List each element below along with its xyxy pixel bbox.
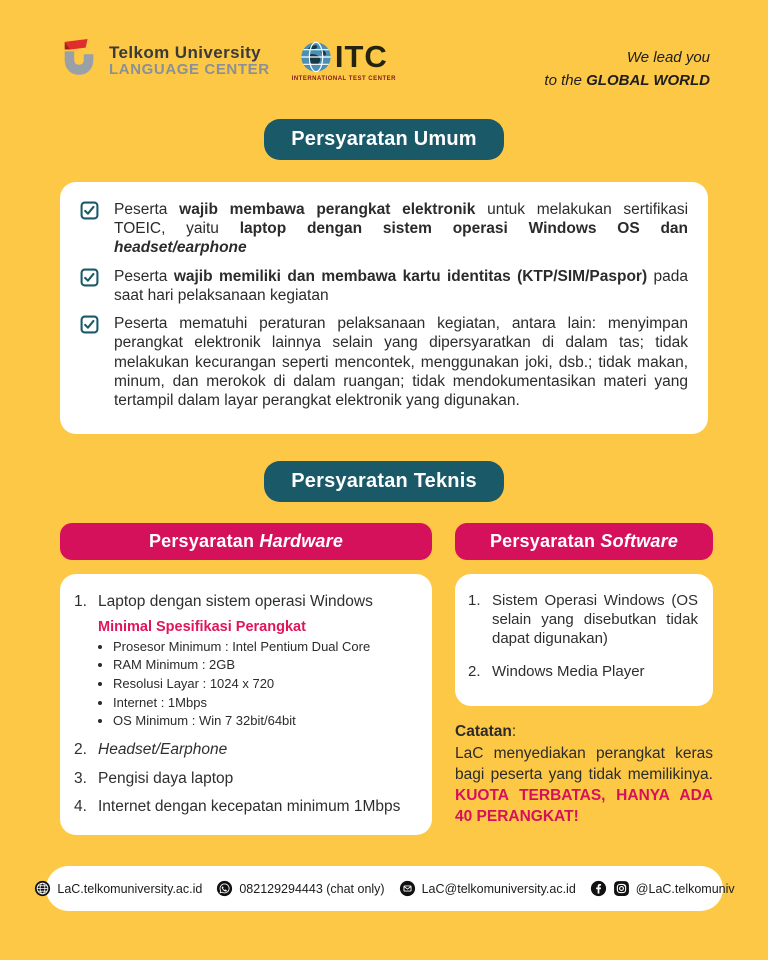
hardware-item-3 <box>74 769 416 789</box>
tagline-line1: We lead you <box>626 49 710 66</box>
telkom-logo-text <box>109 38 270 79</box>
spec-heading: Minimal Spesifikasi Perangkat <box>98 618 306 635</box>
list-number: 2. <box>74 740 87 758</box>
text-segment: untuk melakukan sertifikasi TOEIC, yaitu <box>114 201 689 238</box>
software-column <box>455 523 713 835</box>
logo-row <box>58 38 396 82</box>
software-item-1 <box>468 591 698 649</box>
text-segment: wajib memiliki dan membawa kartu identitas (KTP/SIM/Paspor) <box>173 267 648 285</box>
checkbox-checked-icon <box>80 267 99 305</box>
technical-columns <box>0 523 768 835</box>
footer-email <box>399 880 576 897</box>
spec-item: • Resolusi Layar : 1024 x 720 <box>113 675 416 694</box>
software-banner <box>455 523 713 560</box>
footer-phone-text: 082129294443 (chat only) <box>239 881 385 896</box>
checkbox-checked-icon <box>80 200 99 258</box>
hardware-item-2 <box>74 740 416 760</box>
text-segment: laptop dengan sistem operasi Windows OS dan <box>239 220 688 238</box>
text-segment: Peserta <box>114 201 180 218</box>
telkom-subtitle: LANGUAGE CENTER <box>109 61 270 79</box>
tagline-line2 <box>544 70 710 93</box>
hardware-spec-block <box>98 619 416 731</box>
list-number: 2. <box>468 662 481 680</box>
spec-item: • Prosesor Minimum : Intel Pentium Dual Core <box>113 638 416 657</box>
tagline <box>544 38 710 92</box>
checklist-item-text <box>114 200 688 258</box>
text-segment: headset/earphone <box>114 239 247 257</box>
hardware-column <box>60 523 432 835</box>
hardware-item-1 <box>74 592 416 612</box>
hardware-item-1-text: Laptop dengan sistem operasi Windows <box>98 593 373 610</box>
footer-website <box>34 880 202 897</box>
telkom-title: Telkom University <box>109 43 261 62</box>
facebook-icon <box>590 880 607 897</box>
list-number: 3. <box>74 769 87 787</box>
hardware-item-4 <box>74 797 416 817</box>
software-item-1-text: Sistem Operasi Windows (OS selain yang disebutkan tidak dapat digunakan) <box>492 592 698 648</box>
tagline-line2-bold: GLOBAL WORLD <box>586 71 710 89</box>
note-heading-colon: : <box>511 723 517 740</box>
hardware-item-4-text: Internet dengan kecepatan minimum 1Mbps <box>98 798 401 816</box>
footer-social-text: @LaC.telkomuniv <box>635 881 735 896</box>
itc-caption: INTERNATIONAL TEST CENTER <box>291 76 396 82</box>
checklist-item <box>80 267 688 305</box>
general-requirements-card <box>60 182 708 434</box>
footer-phone <box>216 880 384 897</box>
hardware-item-2-text: Headset/Earphone <box>98 740 228 758</box>
hardware-banner-normal: Persyaratan <box>148 531 255 551</box>
spec-item: • RAM Minimum : 2GB <box>113 656 416 675</box>
software-item-2-text: Windows Media Player <box>492 662 645 680</box>
text-segment: Peserta <box>114 267 174 285</box>
itc-acronym: ITC <box>334 39 388 75</box>
tagline-line2-normal: to the <box>544 71 582 89</box>
header <box>0 0 768 92</box>
globe-icon <box>34 880 51 897</box>
telkom-university-logo <box>58 38 270 82</box>
text-segment: pada saat hari pelaksanaan kegiatan <box>114 267 688 304</box>
software-card <box>455 574 713 706</box>
note-heading: Catatan <box>455 723 512 740</box>
list-number: 4. <box>74 798 87 816</box>
footer-email-text: LaC@telkomuniversity.ac.id <box>421 881 576 896</box>
hardware-banner-italic: Hardware <box>259 531 344 551</box>
email-icon <box>399 880 416 897</box>
software-banner-normal: Persyaratan <box>489 531 596 551</box>
spec-item: • Internet : 1Mbps <box>113 694 416 713</box>
instagram-icon <box>613 880 630 897</box>
text-segment: Peserta mematuhi peraturan pelaksanaan kegiatan, antara lain: menyimpan perangkat elektronik lainnya selain yang dipersyaratkan di dalam tas; tidak melakukan kecurangan seperti mencontek, menggunakan joki, dsb.; tidak makan, minum, dan merokok di dalam ruangan; tidak mendokumentasikan materi yang tertampil dalam layar perangkat elektronik yang digunakan. <box>114 315 688 409</box>
note-highlight: KUOTA TERBATAS, HANYA ADA 40 PERANGKAT! <box>455 787 713 826</box>
text-segment: wajib membawa perangkat elektronik <box>179 201 476 218</box>
hardware-card <box>60 574 432 835</box>
note-block <box>455 721 713 827</box>
footer-contact-bar <box>46 866 735 911</box>
general-requirements-banner: Persyaratan Umum <box>264 119 504 160</box>
spec-list <box>98 638 416 731</box>
checklist-item <box>80 200 688 258</box>
note-heading-line <box>455 721 713 742</box>
checklist-item <box>80 314 688 410</box>
list-number: 1. <box>74 593 87 610</box>
footer-social <box>590 880 735 897</box>
itc-logo <box>292 38 396 82</box>
itc-logo-top <box>300 41 388 73</box>
whatsapp-icon <box>216 880 233 897</box>
checklist-item-text <box>114 314 688 410</box>
note-body <box>455 743 713 827</box>
software-banner-italic: Software <box>600 531 679 551</box>
spec-item: • OS Minimum : Win 7 32bit/64bit <box>113 712 416 731</box>
globe-icon <box>300 41 332 73</box>
software-item-2 <box>468 662 698 681</box>
note-body-text: LaC menyediakan perangkat keras bagi peserta yang tidak memilikinya. <box>455 745 713 784</box>
hardware-item-3-text: Pengisi daya laptop <box>98 769 234 787</box>
technical-requirements-banner: Persyaratan Teknis <box>264 461 504 502</box>
footer-website-text: LaC.telkomuniversity.ac.id <box>57 881 203 896</box>
telkom-logo-icon <box>58 38 100 82</box>
checklist-item-text <box>114 267 688 305</box>
hardware-banner <box>60 523 432 560</box>
checkbox-checked-icon <box>80 314 99 410</box>
list-number: 1. <box>468 592 481 609</box>
